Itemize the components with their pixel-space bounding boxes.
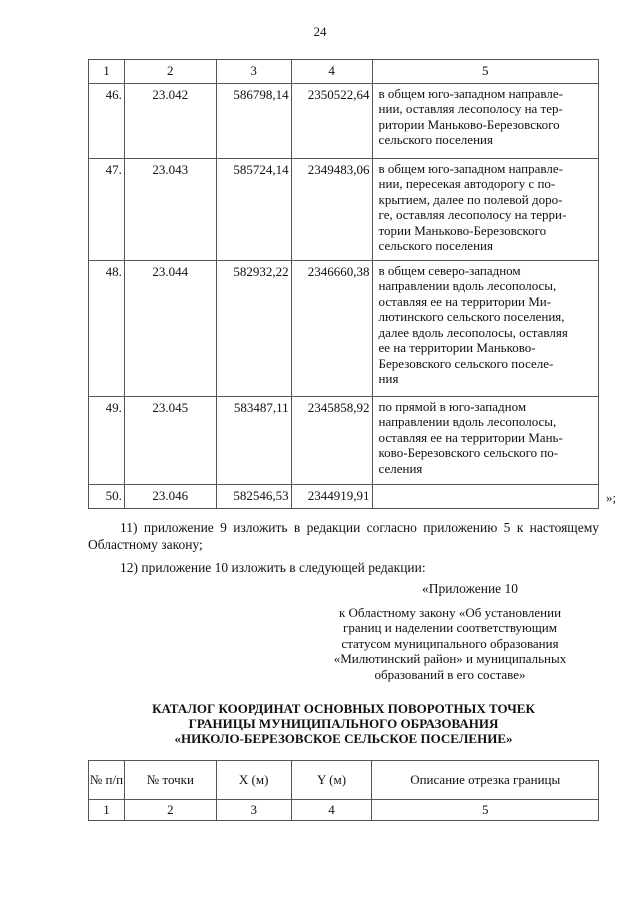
- coordinates-table-new: [88, 760, 599, 821]
- header-cell: № точки: [124, 761, 216, 800]
- appendix-line: образований в его составе»: [374, 666, 526, 682]
- description-line: ге, оставляя лесополосу на терри-: [378, 207, 567, 222]
- table-row: [89, 158, 599, 260]
- point-number: 23.045: [124, 396, 216, 484]
- table-row: [89, 83, 599, 158]
- appendix-line: «Милютинский район» и муниципальных: [333, 651, 567, 666]
- header-cell: 5: [372, 60, 598, 84]
- row-number: 50.: [89, 484, 125, 508]
- header-cell: № п/п: [89, 761, 125, 800]
- page-number: 24: [313, 24, 327, 39]
- segment-description: [372, 484, 598, 508]
- row-number: 49.: [89, 396, 125, 484]
- x-coordinate: 583487,11: [216, 396, 291, 484]
- point-number: 23.046: [124, 484, 216, 508]
- description-line: ково-Березовского сельского по-: [378, 445, 559, 460]
- y-coordinate: 2349483,06: [291, 158, 372, 260]
- header-cell: Y (м): [291, 761, 372, 800]
- description-line: направлении вдоль лесополосы,: [378, 414, 557, 429]
- column-number: 4: [291, 800, 372, 821]
- description-line: далее вдоль лесополосы, оставляя: [378, 324, 568, 340]
- description-line: нии, пересекая автодорогу с по-: [378, 176, 556, 191]
- header-cell: 2: [124, 60, 216, 84]
- table-row: [89, 260, 599, 396]
- catalog-title: [88, 701, 599, 746]
- description-line: селения: [378, 460, 423, 476]
- table-row: [89, 484, 599, 508]
- point-number: 23.043: [124, 158, 216, 260]
- header-cell: X (м): [216, 761, 291, 800]
- point-number: 23.042: [124, 83, 216, 158]
- coordinates-table-continued: [88, 59, 599, 509]
- description-line: ее на территории Маньково-: [378, 340, 536, 355]
- closing-quote: »;: [606, 490, 617, 505]
- description-line: нии, оставляя лесополосу на тер-: [378, 101, 563, 116]
- x-coordinate: 585724,14: [216, 158, 291, 260]
- row-number: 48.: [89, 260, 125, 396]
- description-line: лютинского сельского поселения,: [378, 309, 565, 324]
- appendix-line: статусом муниципального образования: [341, 635, 559, 651]
- segment-description: [372, 396, 598, 484]
- header-cell: 1: [89, 60, 125, 84]
- column-number: 2: [124, 800, 216, 821]
- description-line: в общем юго-западном направле-: [378, 85, 563, 101]
- appendix-heading: [300, 581, 600, 682]
- header-cell: Описание отрезка границы: [372, 761, 599, 800]
- description-line: ритории Маньково-Березовского: [378, 116, 560, 132]
- x-coordinate: 582932,22: [216, 260, 291, 396]
- segment-description: [372, 83, 598, 158]
- table-header-row: [89, 761, 599, 800]
- x-coordinate: 582546,53: [216, 484, 291, 508]
- segment-description: [372, 158, 598, 260]
- y-coordinate: 2350522,64: [291, 83, 372, 158]
- description-line: крытием, далее по полевой доро-: [378, 191, 563, 207]
- column-number: 3: [216, 800, 291, 821]
- header-cell: 3: [216, 60, 291, 84]
- paragraph-12: 12) приложение 10 изложить в следующей редакции:: [120, 560, 426, 575]
- description-line: сельского поселения: [378, 238, 493, 253]
- row-number: 47.: [89, 158, 125, 260]
- catalog-title-line: «НИКОЛО-БЕРЕЗОВСКОЕ СЕЛЬСКОЕ ПОСЕЛЕНИЕ»: [174, 731, 513, 746]
- y-coordinate: 2345858,92: [291, 396, 372, 484]
- table-row: [89, 396, 599, 484]
- description-line: по прямой в юго-западном: [378, 398, 527, 414]
- description-line: оставляя ее на территории Мань-: [378, 429, 563, 445]
- description-line: оставляя ее на территории Ми-: [378, 293, 552, 309]
- appendix-line: границ и наделении соответствующим: [343, 620, 557, 635]
- description-line: тории Маньково-Березовского: [378, 222, 547, 238]
- y-coordinate: 2344919,91: [291, 484, 372, 508]
- x-coordinate: 586798,14: [216, 83, 291, 158]
- description-line: ния: [378, 371, 399, 386]
- description-line: в общем юго-западном направле-: [378, 160, 563, 176]
- y-coordinate: 2346660,38: [291, 260, 372, 396]
- table-row: [89, 800, 599, 821]
- column-number: 1: [89, 800, 125, 821]
- segment-description: [372, 260, 598, 396]
- row-number: 46.: [89, 83, 125, 158]
- point-number: 23.044: [124, 260, 216, 396]
- description-line: сельского поселения: [378, 132, 493, 147]
- table-header-row: [89, 60, 599, 84]
- paragraph-11: 11) приложение 9 изложить в редакции согласно приложению 5 к настоящему Областному закону;: [88, 520, 599, 552]
- header-cell: 4: [291, 60, 372, 84]
- catalog-title-line: КАТАЛОГ КООРДИНАТ ОСНОВНЫХ ПОВОРОТНЫХ ТОЧЕК: [152, 701, 535, 716]
- column-number: 5: [372, 800, 599, 821]
- appendix-title: «Приложение 10: [421, 581, 519, 596]
- description-line: в общем северо-западном: [378, 262, 521, 278]
- appendix-line: к Областному закону «Об установлении: [338, 604, 562, 620]
- description-line: направлении вдоль лесополосы,: [378, 278, 557, 293]
- catalog-title-line: ГРАНИЦЫ МУНИЦИПАЛЬНОГО ОБРАЗОВАНИЯ: [188, 716, 499, 731]
- description-line: Березовского сельского поселе-: [378, 355, 554, 371]
